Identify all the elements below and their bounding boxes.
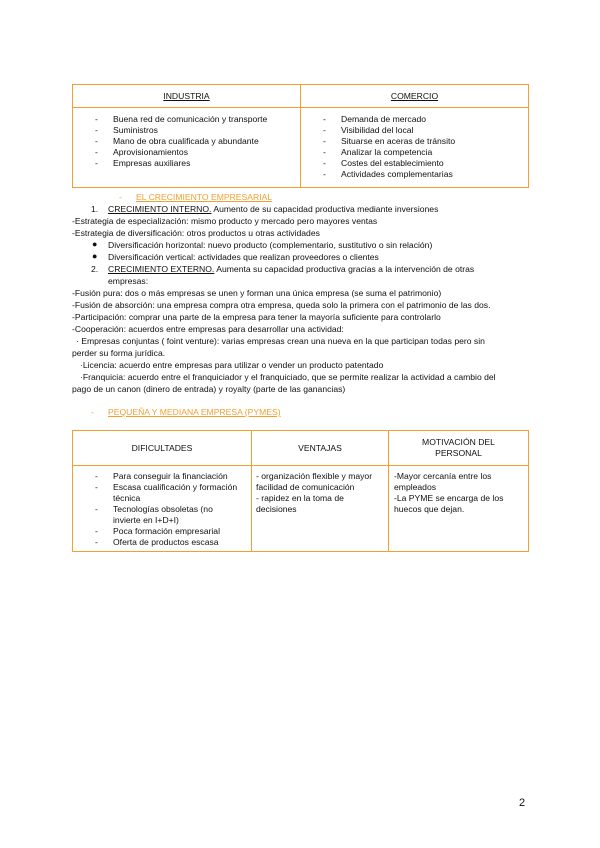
franquicia-text: ·Franquicia: acuerdo entre el franquiciador y el franquiciado, que se permite realizar la actividad a cambio del (80, 372, 496, 382)
page-number: 2 (519, 797, 526, 809)
industria-header: INDUSTRIA (163, 90, 210, 101)
industria-cell (73, 108, 301, 188)
div-horizontal-text: Diversificación horizontal: nuevo producto (complementario, sustitutivo o sin relación) (108, 240, 433, 250)
item2-number: 2. (91, 264, 99, 274)
list-item: - Situarse en aceras de tránsito (301, 136, 528, 147)
ventajas-header: VENTAJAS (298, 442, 342, 453)
diversificacion-text: -Estrategia de diversificación: otros productos u otras actividades (72, 228, 320, 238)
industria-list (73, 114, 300, 169)
list-item (73, 504, 251, 526)
ventajas-line: facilidad de comunicación (256, 482, 355, 492)
dificultades-header: DIFICULTADES (131, 442, 193, 453)
list-item-text: invierte en I+D+I) (113, 515, 179, 525)
crecimiento-heading: EL CRECIMIENTO EMPRESARIAL (136, 192, 273, 202)
ventajas-line: decisiones (256, 504, 297, 514)
item1-number: 1. (91, 204, 99, 214)
dificultades-list (73, 471, 251, 548)
list-item: - Visibilidad del local (301, 125, 528, 136)
pymes-heading: PEQUEÑA Y MEDIANA EMPRESA (PYMES) (108, 407, 281, 417)
franquicia-cont: pago de un canon (dinero de entrada) y royalty (parte de las ganancias) (72, 384, 346, 394)
list-item-text: Escasa cualificación y formación (113, 482, 238, 492)
crecimiento-externo-title: CRECIMIENTO EXTERNO. (108, 264, 215, 274)
list-item: - Mano de obra cualificada y abundante (73, 136, 300, 147)
bullet-icon: ● (92, 251, 98, 261)
list-item-text: Para conseguir la financiación (113, 471, 228, 481)
cooperacion-text: -Cooperación: acuerdos entre empresas para desarrollar una actividad: (72, 324, 344, 334)
dificultades-cell (73, 466, 252, 552)
list-item-text: Tecnologías obsoletas (no (113, 504, 213, 514)
list-item (73, 471, 251, 482)
heading-dash: - (91, 407, 94, 417)
motivacion-cell (389, 466, 529, 552)
motivacion-line: -La PYME se encarga de los (394, 493, 504, 503)
list-item: - Costes del establecimiento (301, 158, 528, 169)
list-item-text: técnica (113, 493, 141, 503)
list-item: - Buena red de comunicación y transporte (73, 114, 300, 125)
licencia-text: ·Licencia: acuerdo entre empresas para utilizar o vender un producto patentado (80, 360, 384, 370)
ventajas-header-cell (252, 431, 389, 466)
ventajas-line: - organización flexible y mayor (256, 471, 373, 481)
list-item: - Suministros (73, 125, 300, 136)
comercio-cell (301, 108, 529, 188)
motivacion-line: -Mayor cercanía entre los (394, 471, 492, 481)
especializacion-text: -Estrategia de especialización: mismo producto y mercado pero mayores ventas (72, 216, 378, 226)
motivacion-header-line1: MOTIVACIÓN DEL (422, 437, 495, 447)
heading-dash: - (119, 192, 122, 202)
motivacion-header-cell (389, 431, 529, 466)
crecimiento-interno-title: CRECIMIENTO INTERNO. (108, 204, 212, 214)
comercio-header: COMERCIO (390, 90, 439, 101)
crecimiento-interno-text: Aumento de su capacidad productiva mediante inversiones (211, 204, 439, 214)
div-vertical-text: Diversificación vertical: actividades que realizan proveedores o clientes (108, 252, 379, 262)
list-item: - Empresas auxiliares (73, 158, 300, 169)
list-item: - Aprovisionamientos (73, 147, 300, 158)
motivacion-line: huecos que dejan. (394, 504, 465, 514)
list-item (73, 526, 251, 537)
fusion-pura-text: -Fusión pura: dos o más empresas se unen y forman una única empresa (se suma el patrimonio) (72, 288, 442, 298)
list-item-text: Poca formación empresarial (113, 526, 220, 536)
crecimiento-externo-line (108, 264, 474, 275)
location-factors-table (72, 84, 529, 188)
ventajas-line: - rapidez en la toma de (256, 493, 344, 503)
list-item: - Demanda de mercado (301, 114, 528, 125)
empresas-conjuntas-cont: perder su forma jurídica. (72, 348, 166, 358)
motivacion-line: empleados (394, 482, 437, 492)
list-item: - Analizar la competencia (301, 147, 528, 158)
list-item: - Actividades complementarias (301, 169, 528, 180)
crecimiento-interno-line (108, 204, 438, 215)
dificultades-header-cell (73, 431, 252, 466)
crecimiento-externo-cont: empresas: (108, 276, 149, 286)
participacion-text: -Participación: comprar una parte de la empresa para tener la mayoría suficiente para controlarlo (72, 312, 441, 322)
pymes-table (72, 430, 529, 552)
list-item-text: Oferta de productos escasa (113, 537, 219, 547)
comercio-list (301, 114, 528, 180)
ventajas-cell (252, 466, 389, 552)
comercio-header-cell (301, 85, 529, 108)
crecimiento-externo-text: Aumenta su capacidad productiva gracias a la intervención de otras (214, 264, 475, 274)
bullet-icon: ● (92, 239, 98, 249)
list-item (73, 537, 251, 548)
motivacion-header-line2: PERSONAL (435, 448, 482, 458)
fusion-absorcion-text: -Fusión de absorción: una empresa compra otra empresa, queda solo la primera con el patrimonio de las dos. (72, 300, 491, 310)
list-item (73, 482, 251, 504)
empresas-conjuntas-text: · Empresas conjuntas ( foint venture): varias empresas crean una nueva en la que participan todas pero sin (76, 336, 485, 346)
industria-header-cell (73, 85, 301, 108)
